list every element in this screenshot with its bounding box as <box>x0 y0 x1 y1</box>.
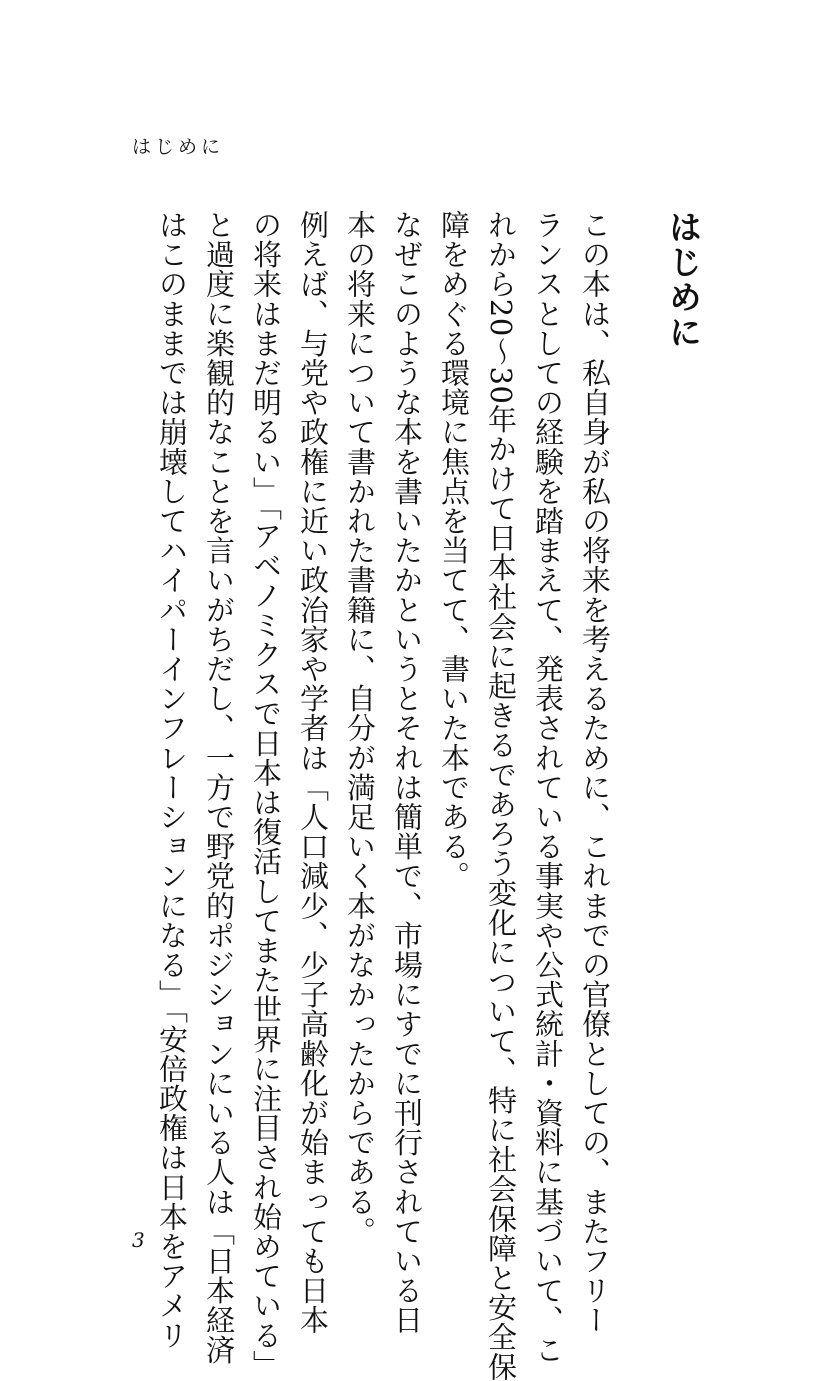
chapter-title: はじめに <box>664 210 703 350</box>
body-line: なぜこのような本を書いたかというとそれは簡単で、市場にすでに刊行されている日 <box>390 210 424 1335</box>
body-line: の将来はまだ明るい」「アベノミクスで日本は復活してまた世界に注目され始めている」 <box>249 210 283 1380</box>
body-line: 例えば、与党や政権に近い政治家や学者は「人口減少、少子高齢化が始まっても日本 <box>296 210 330 1335</box>
running-head: はじめに <box>132 136 225 158</box>
body-line: 障をめぐる環境に焦点を当てて、書いた本である。 <box>437 210 471 891</box>
body-line: この本は、私自身が私の将来を考えるために、これまでの官僚としての、またフリー <box>578 210 612 1335</box>
body-line: と過度に楽観的なことを言いがちだし、一方で野党的ポジションにいる人は「日本経済 <box>202 210 236 1365</box>
body-line: 本の将来について書かれた書籍に、自分が満足いく本がなかったからである。 <box>343 210 377 1246</box>
body-line: れから20～30年かけて日本社会に起きるであろう変化について、特に社会保障と安全保 <box>484 210 518 1381</box>
body-line: ランスとしての経験を踏まえて、発表されている事実や公式統計・資料に基づいて、こ <box>531 210 565 1365</box>
page-number: 3 <box>132 1228 145 1252</box>
body-line: はこのままでは崩壊してハイパーインフレーションになる」「安倍政権は日本をアメリ <box>155 210 189 1350</box>
